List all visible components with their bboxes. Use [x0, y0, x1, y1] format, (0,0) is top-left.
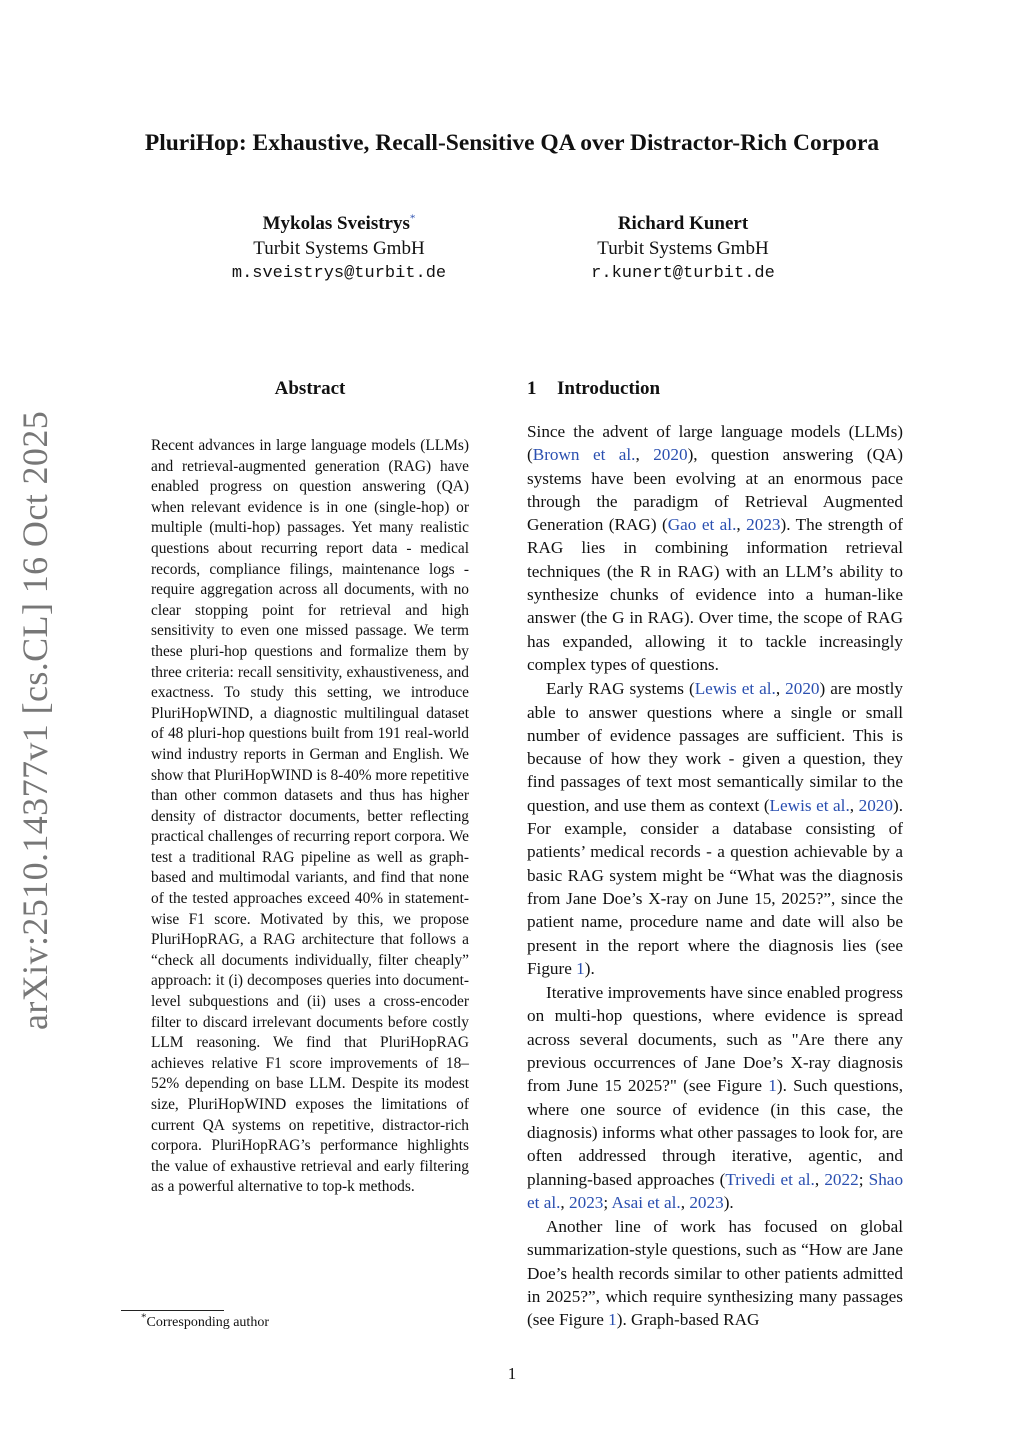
intro-paragraph-3: Iterative improvements have since enabled progress on multi-hop questions, where evidence is spread across several documents, such as "Are there any previous occurrences of Jane Doe’s X-ray diagnosis from June 15 2025?" (see Figure 1). Such questions, where one source of evidence (in this case, the diagnosis) informs what other passages to look for, are often addressed through iterative, agentic, and planning-based approaches (Trivedi et al., 2022; Shao et al., 2023; Asai et al., 2023).	[527, 983, 904, 1212]
figure-reference-link[interactable]: 1	[768, 1076, 777, 1096]
abstract-text: Recent advances in large language models (LLMs) and retrieval-augmented generation (RAG) have enabled progress on question answering (QA) when relevant evidence is in one (single-hop) or multiple (multi-hop) passages. Yet many realistic questions about recurring report data - medical records, compliance filings, maintenance logs - require aggregation across all documents, with no clear stopping point for retrieval and high sensitivity to even one missed passage. We term these pluri-hop questions and formalize them by three criteria: recall sensitivity, exhaustiveness, and exactness. To study this setting, we introduce PluriHopWIND, a diagnostic multilingual dataset of 48 pluri-hop questions built from 191 real-world wind industry reports in German and English. We show that PluriHopWIND is 8-40% more repetitive than other common datasets and thus has higher density of distractor documents, better reflecting practical challenges of recurring report corpora. We test a traditional RAG pipeline as well as graph-based and multimodal variants, and find that none of the tested approaches exceed 40% in statement-wise F1 score. Motivated by this, we propose PluriHopRAG, a RAG architecture that follows a “check all documents individually, filter cheaply” approach: it (i) decomposes queries into document-level subquestions and (ii) uses a cross-encoder filter to discard irrelevant documents before costly LLM reasoning. We find that PluriHopRAG achieves relative F1 score improvements of 18–52% depending on base LLM. Despite its modest size, PluriHopWIND exposes the limitations of current QA systems on repetitive, distractor-rich corpora. PluriHopRAG’s performance highlights the value of exhaustive retrieval and early filtering as a powerful alternative to top-k methods.	[151, 437, 470, 1196]
intro-paragraph-4: Another line of work has focused on global summarization-style questions, such as “How are Jane Doe’s health records similar to other patients admitted in 2025?”, which require synthesizing many passages (see Figure 1). Graph-based RAG	[527, 1217, 903, 1330]
footnote-marker: *	[141, 1311, 147, 1324]
author-name: Richard Kunert	[617, 213, 749, 234]
section-heading	[527, 378, 660, 400]
corresponding-author-marker[interactable]: *	[409, 212, 416, 225]
citation-link[interactable]: Shao et al.	[527, 1169, 904, 1212]
citation-link[interactable]: Brown et al.	[532, 445, 636, 465]
author-block-2	[533, 211, 833, 286]
author-block-1	[189, 211, 489, 286]
citation-year-link[interactable]: 2020	[785, 679, 820, 699]
page-number: 1	[507, 1364, 517, 1383]
author-email: m.sveistrys@turbit.de	[231, 264, 447, 283]
footnote-text: Corresponding author	[146, 1315, 269, 1330]
footnote	[141, 1311, 269, 1331]
citation-year-link[interactable]: 2023	[569, 1192, 604, 1212]
introduction-body	[527, 420, 903, 1332]
section-title: Introduction	[557, 378, 661, 399]
author-affiliation: Turbit Systems GmbH	[253, 238, 425, 259]
intro-paragraph-1: Since the advent of large language models (LLMs) (Brown et al., 2020), question answering (QA) systems have been evolving at an enormous pace through the paradigm of Retrieval Augmented Generation (RAG) (Gao et al., 2023). The strength of RAG lies in combining information retrieval techniques (the R in RAG) with an LLM’s ability to synthesize chunks of evidence into a human-like answer (the G in RAG). Over time, the scope of RAG has expanded, allowing it to tackle increasingly complex types of questions.	[527, 422, 903, 674]
citation-year-link[interactable]: 2022	[824, 1169, 859, 1189]
citation-year-link[interactable]: 2023	[689, 1192, 724, 1212]
figure-reference-link[interactable]: 1	[608, 1310, 617, 1330]
paper-title: PluriHop: Exhaustive, Recall-Sensitive QA over Distractor-Rich Corpora	[144, 130, 880, 156]
author-name: Mykolas Sveistrys	[262, 213, 410, 234]
section-number: 1	[527, 378, 537, 399]
abstract-body	[151, 436, 469, 1198]
citation-link[interactable]: Asai et al.	[611, 1192, 681, 1212]
citation-year-link[interactable]: 2020	[653, 445, 688, 465]
author-email: r.kunert@turbit.de	[591, 264, 775, 283]
citation-link[interactable]: Lewis et al.	[694, 679, 776, 699]
citation-link[interactable]: Gao et al.	[667, 515, 737, 535]
figure-reference-link[interactable]: 1	[576, 958, 585, 978]
citation-year-link[interactable]: 2023	[746, 515, 781, 535]
citation-link[interactable]: Lewis et al.	[769, 795, 850, 815]
citation-link[interactable]: Trivedi et al.	[725, 1169, 815, 1189]
author-affiliation: Turbit Systems GmbH	[597, 238, 769, 259]
intro-paragraph-2: Early RAG systems (Lewis et al., 2020) are mostly able to answer questions where a single or small number of evidence passages are sufficient. This is because of how they work - given a question, they find passages of text most semantically similar to the question, and use them as context (Lewis et al., 2020). For example, consider a database consisting of patients’ medical records - a question achievable by a basic RAG system might be “What was the diagnosis from Jane Doe’s X-ray on June 15, 2025?”, since the patient name, procedure name and date will also be present in the report where the diagnosis lies (see Figure 1).	[527, 679, 904, 978]
footnote-divider	[121, 1310, 224, 1311]
abstract-heading: Abstract	[274, 378, 346, 399]
citation-year-link[interactable]: 2020	[858, 795, 893, 815]
arxiv-identifier: arXiv:2510.14377v1 [cs.CL] 16 Oct 2025	[15, 410, 55, 1030]
